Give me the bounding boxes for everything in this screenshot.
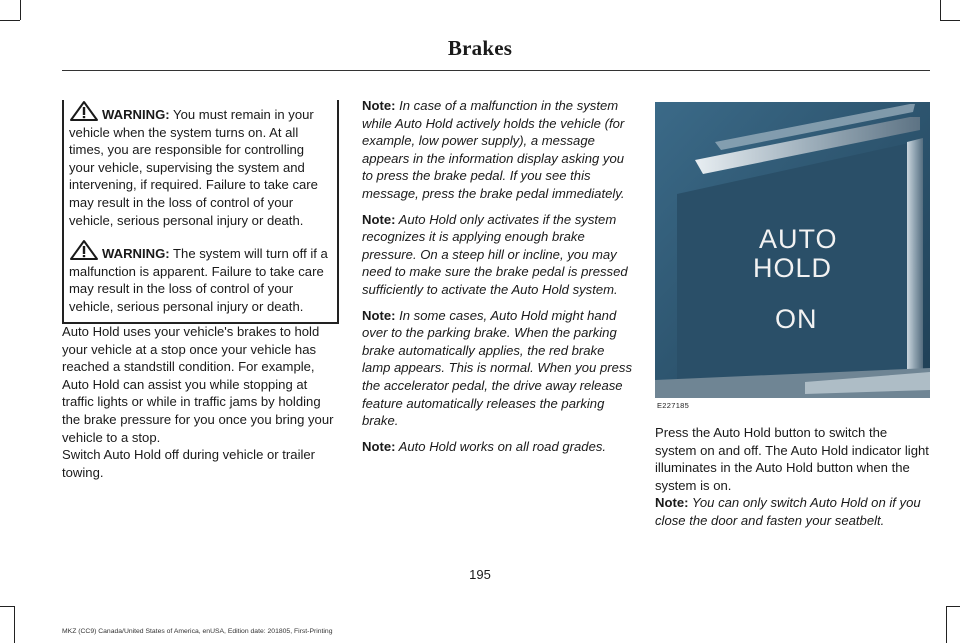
note-label: Note: bbox=[362, 438, 396, 454]
note-label: Note: bbox=[655, 495, 689, 510]
crop-mark-bottom-left-v bbox=[14, 606, 15, 643]
warning-text: The system will turn off if a malfunction is apparent. Failure to take care may result in the loss of control of your vehicle, serious personal injury or death. bbox=[69, 246, 328, 314]
note-label: Note: bbox=[362, 211, 396, 227]
auto-hold-button-figure bbox=[655, 102, 930, 398]
warning-1 bbox=[69, 100, 331, 229]
header-rule bbox=[62, 70, 930, 71]
button-label-auto: AUTO bbox=[759, 224, 838, 254]
paragraph-auto-hold-intro: Auto Hold uses your vehicle's brakes to hold your vehicle at a stop once your vehicle has reached a standstill condition. For example, Auto Hold can assist you while stopping at traffic lights or while in traffic jams by holding the brake pressure for you once you bring your vehicle to a stop. bbox=[62, 324, 334, 445]
note-label: Note: bbox=[362, 307, 396, 323]
crop-mark-bottom-right-v bbox=[946, 606, 947, 643]
note-text: Auto Hold works on all road grades. bbox=[395, 438, 607, 454]
page-number: 195 bbox=[469, 567, 491, 582]
button-label-hold: HOLD bbox=[753, 253, 833, 283]
note-label: Note: bbox=[362, 98, 396, 113]
warning-label: WARNING: bbox=[102, 107, 170, 122]
paragraph-towing: Switch Auto Hold off during vehicle or trailer towing. bbox=[62, 447, 316, 480]
crop-mark-top-left-h bbox=[0, 20, 20, 21]
warning-triangle-icon bbox=[69, 100, 99, 122]
note-text: In case of a malfunction in the system while Auto Hold actively holds the vehicle (for example, low power supply), a message appears in the information display asking you to press the brake pedal. If you see this message, press the brake pedal immediately. bbox=[362, 98, 625, 201]
note-activation bbox=[362, 211, 634, 299]
crop-mark-top-right-v bbox=[940, 0, 941, 20]
warning-triangle-icon bbox=[69, 239, 99, 261]
note-road-grades bbox=[362, 438, 634, 456]
crop-mark-top-right-h bbox=[940, 20, 960, 21]
notes-column bbox=[362, 97, 634, 455]
crop-mark-top-left-v bbox=[20, 0, 21, 20]
warning-text: You must remain in your vehicle when the system turns on. At all times, you are responsible for controlling your vehicle, supervising the system and intervening, if required. Failure to take care may result in the loss of control of your vehicle, serious personal injury or death. bbox=[69, 107, 318, 228]
crop-mark-bottom-right-h bbox=[946, 606, 960, 607]
note-parking-brake bbox=[362, 307, 634, 430]
note-door-seatbelt bbox=[655, 494, 931, 529]
warning-2 bbox=[69, 239, 331, 315]
footer-edition: MKZ (CC9) Canada/United States of America, enUSA, Edition date: 201805, First-Printing bbox=[62, 628, 333, 635]
note-text: Auto Hold only activates if the system recognizes it is applying enough brake pressure. On a steep hill or incline, you may need to make sure the brake pedal is pressed sufficiently to activate the Auto Hold system. bbox=[362, 211, 628, 297]
note-malfunction bbox=[362, 97, 634, 203]
crop-mark-bottom-left-h bbox=[0, 606, 14, 607]
paragraph-press-button: Press the Auto Hold button to switch the system on and off. The Auto Hold indicator light illuminates in the Auto Hold button when the system is on. bbox=[655, 425, 929, 493]
page-title: Brakes bbox=[447, 36, 513, 60]
warning-box-1 bbox=[62, 100, 339, 324]
warning-label: WARNING: bbox=[102, 246, 170, 262]
note-text: In some cases, Auto Hold might hand over to the parking brake. When the parking brake automatically applies, the red brake lamp appears. This is normal. When you press the accelerator pedal, the drive away release feature automatically releases the parking brake. bbox=[362, 307, 632, 429]
figure-id: E227185 bbox=[657, 401, 690, 410]
note-text: You can only switch Auto Hold on if you close the door and fasten your seatbelt. bbox=[655, 495, 921, 528]
button-label-on: ON bbox=[775, 304, 818, 334]
